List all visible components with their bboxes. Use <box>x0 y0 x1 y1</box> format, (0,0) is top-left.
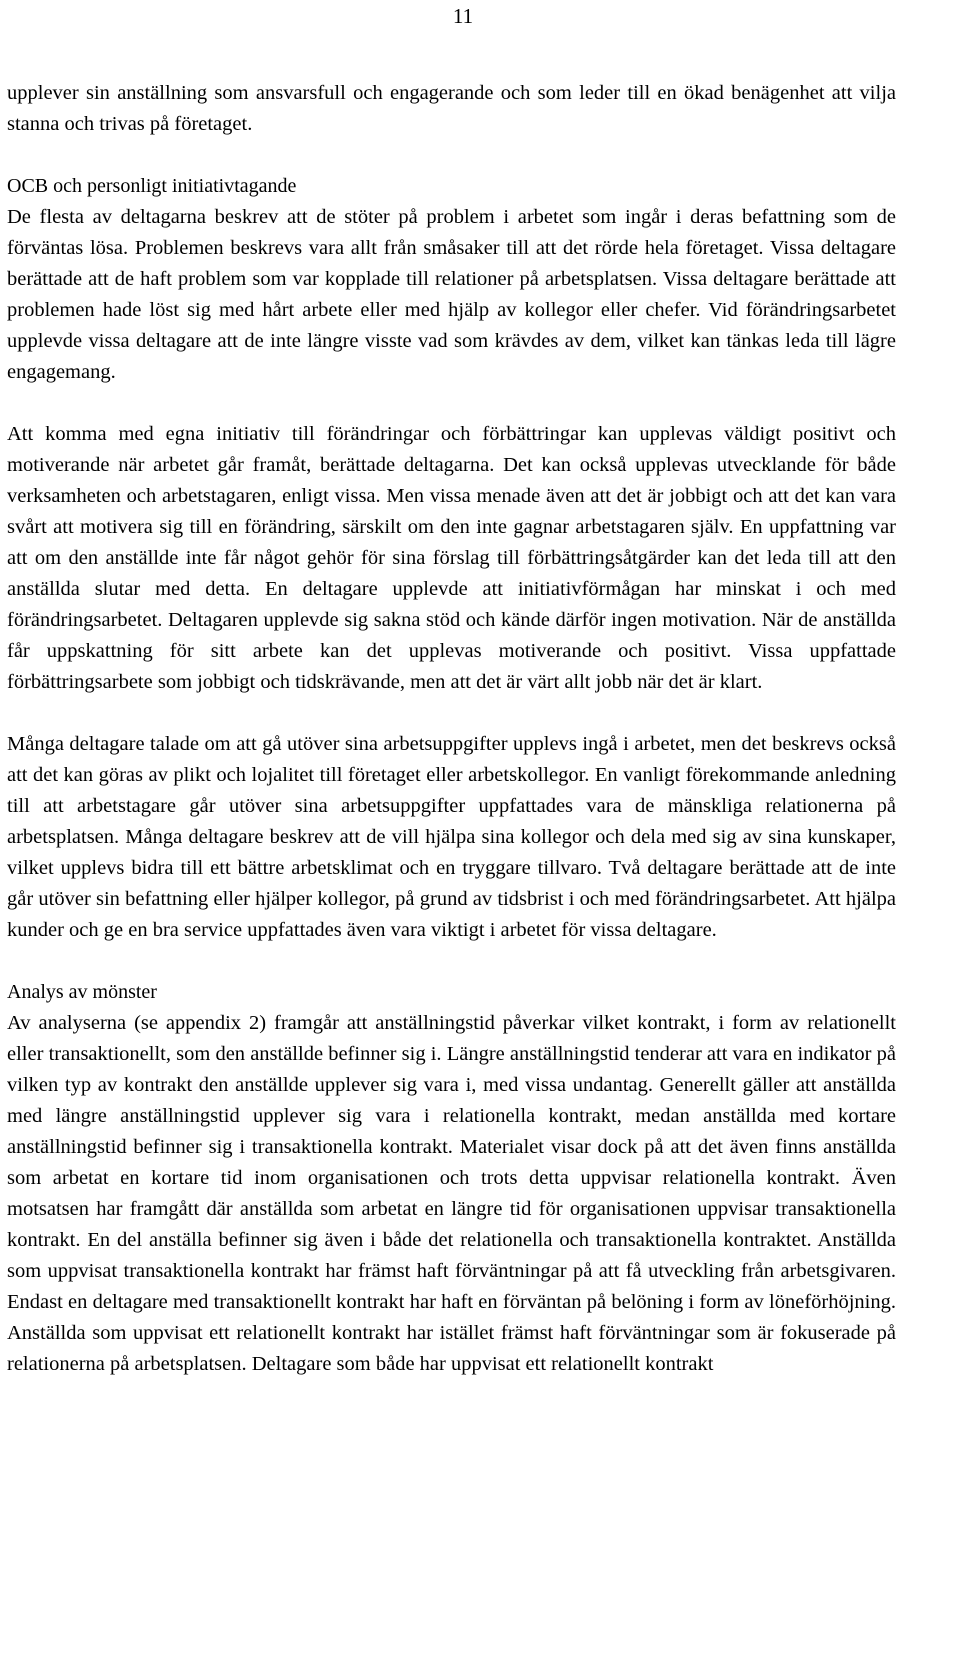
ocb-paragraph-3: Många deltagare talade om att gå utöver sina arbetsuppgifter upplevs ingå i arbetet, men det beskrevs också att det kan göras av plikt och lojalitet till företaget eller arbetskollegor. En vanligt förekommande anledning till att arbetstagare går utöver sina arbetsuppgifter uppfattades vara de mänskliga relationerna på arbetsplatsen. Många deltagare beskrev att de vill hjälpa sina kollegor och dela med sig av sina kunskaper, vilket upplevs bidra till ett bättre arbetsklimat och en tryggare tillvaro. Två deltagare berättade att de inte går utöver sin befattning eller hjälper kollegor, på grund av tidsbrist i och med förändringsarbetet. Att hjälpa kunder och ge en bra service uppfattades även vara viktigt i arbetet för vissa deltagare. <box>7 733 896 941</box>
section-heading-analys: Analys av mönster <box>7 981 157 1003</box>
page-body <box>7 78 896 1380</box>
analys-paragraph-1: Av analyserna (se appendix 2) framgår att anställningstid påverkar vilket kontrakt, i form av relationellt eller transaktionellt, som den anställde befinner sig i. Längre anställningstid tenderar att vara en indikator på vilken typ av kontrakt den anställde upplever sig vara i, med vissa undantag. Generellt gäller att anställda med längre anställningstid upplever sig vara i relationella kontrakt, medan anställda med kortare anställningstid befinner sig i transaktionella kontrakt. Materialet visar dock på att det även finns anställda som arbetat en kortare tid inom organisationen och trots detta uppvisar relationella kontrakt. Även motsatsen har framgått där anställda som arbetat en längre tid för organisationen uppvisar transaktionella kontrakt. En del anställa befinner sig även i både det relationella och transaktionella kontraktet. Anställda som uppvisat transaktionella kontrakt har främst haft förväntningar på att få utveckling från arbetsgivaren. Endast en deltagare med transaktionellt kontrakt har haft en förväntan på belöning i form av löneförhöjning. Anställda som uppvisat ett relationellt kontrakt har istället främst haft förväntningar som är fokuserade på relationerna på arbetsplatsen. Deltagare som både har uppvisat ett relationellt kontrakt <box>7 1012 896 1375</box>
section-heading-ocb: OCB och personligt initiativtagande <box>7 175 297 197</box>
intro-paragraph: upplever sin anställning som ansvarsfull och engagerande och som leder till en ökad benägenhet att vilja stanna och trivas på företaget. <box>7 82 896 135</box>
ocb-paragraph-2: Att komma med egna initiativ till förändringar och förbättringar kan upplevas väldigt positivt och motiverande när arbetet går framåt, berättade deltagarna. Det kan också upplevas utvecklande för både verksamheten och arbetstagaren, enligt vissa. Men vissa menade även att det är jobbigt och att det kan vara svårt att motivera sig till en förändring, särskilt om den inte gagnar arbetstagaren själv. En uppfattning var att om den anställde inte får något gehör för sina förslag till förbättringsåtgärder kan det leda till att den anställda slutar med detta. En deltagare upplevde att initiativförmågan har minskat i och med förändringsarbetet. Deltagaren upplevde sig sakna stöd och kände därför ingen motivation. När de anställda får uppskattning för sitt arbete kan det upplevas motiverande och positivt. Vissa uppfattade förbättringsarbete som jobbigt och tidskrävande, men att det är värt allt jobb när det är klart. <box>7 423 896 693</box>
ocb-paragraph-1: De flesta av deltagarna beskrev att de stöter på problem i arbetet som ingår i deras befattning som de förväntas lösa. Problemen beskrevs vara allt från småsaker till att det rörde hela företaget. Vissa deltagare berättade att de haft problem som var kopplade till relationer på arbetsplatsen. Vissa deltagare berättade att problemen hade löst sig med hårt arbete eller med hjälp av kollegor eller chefer. Vid förändringsarbetet upplevde vissa deltagare att de inte längre visste vad som krävdes av dem, vilket kan tänkas leda till lägre engagemang. <box>7 206 896 383</box>
page-number: 11 <box>452 4 474 28</box>
